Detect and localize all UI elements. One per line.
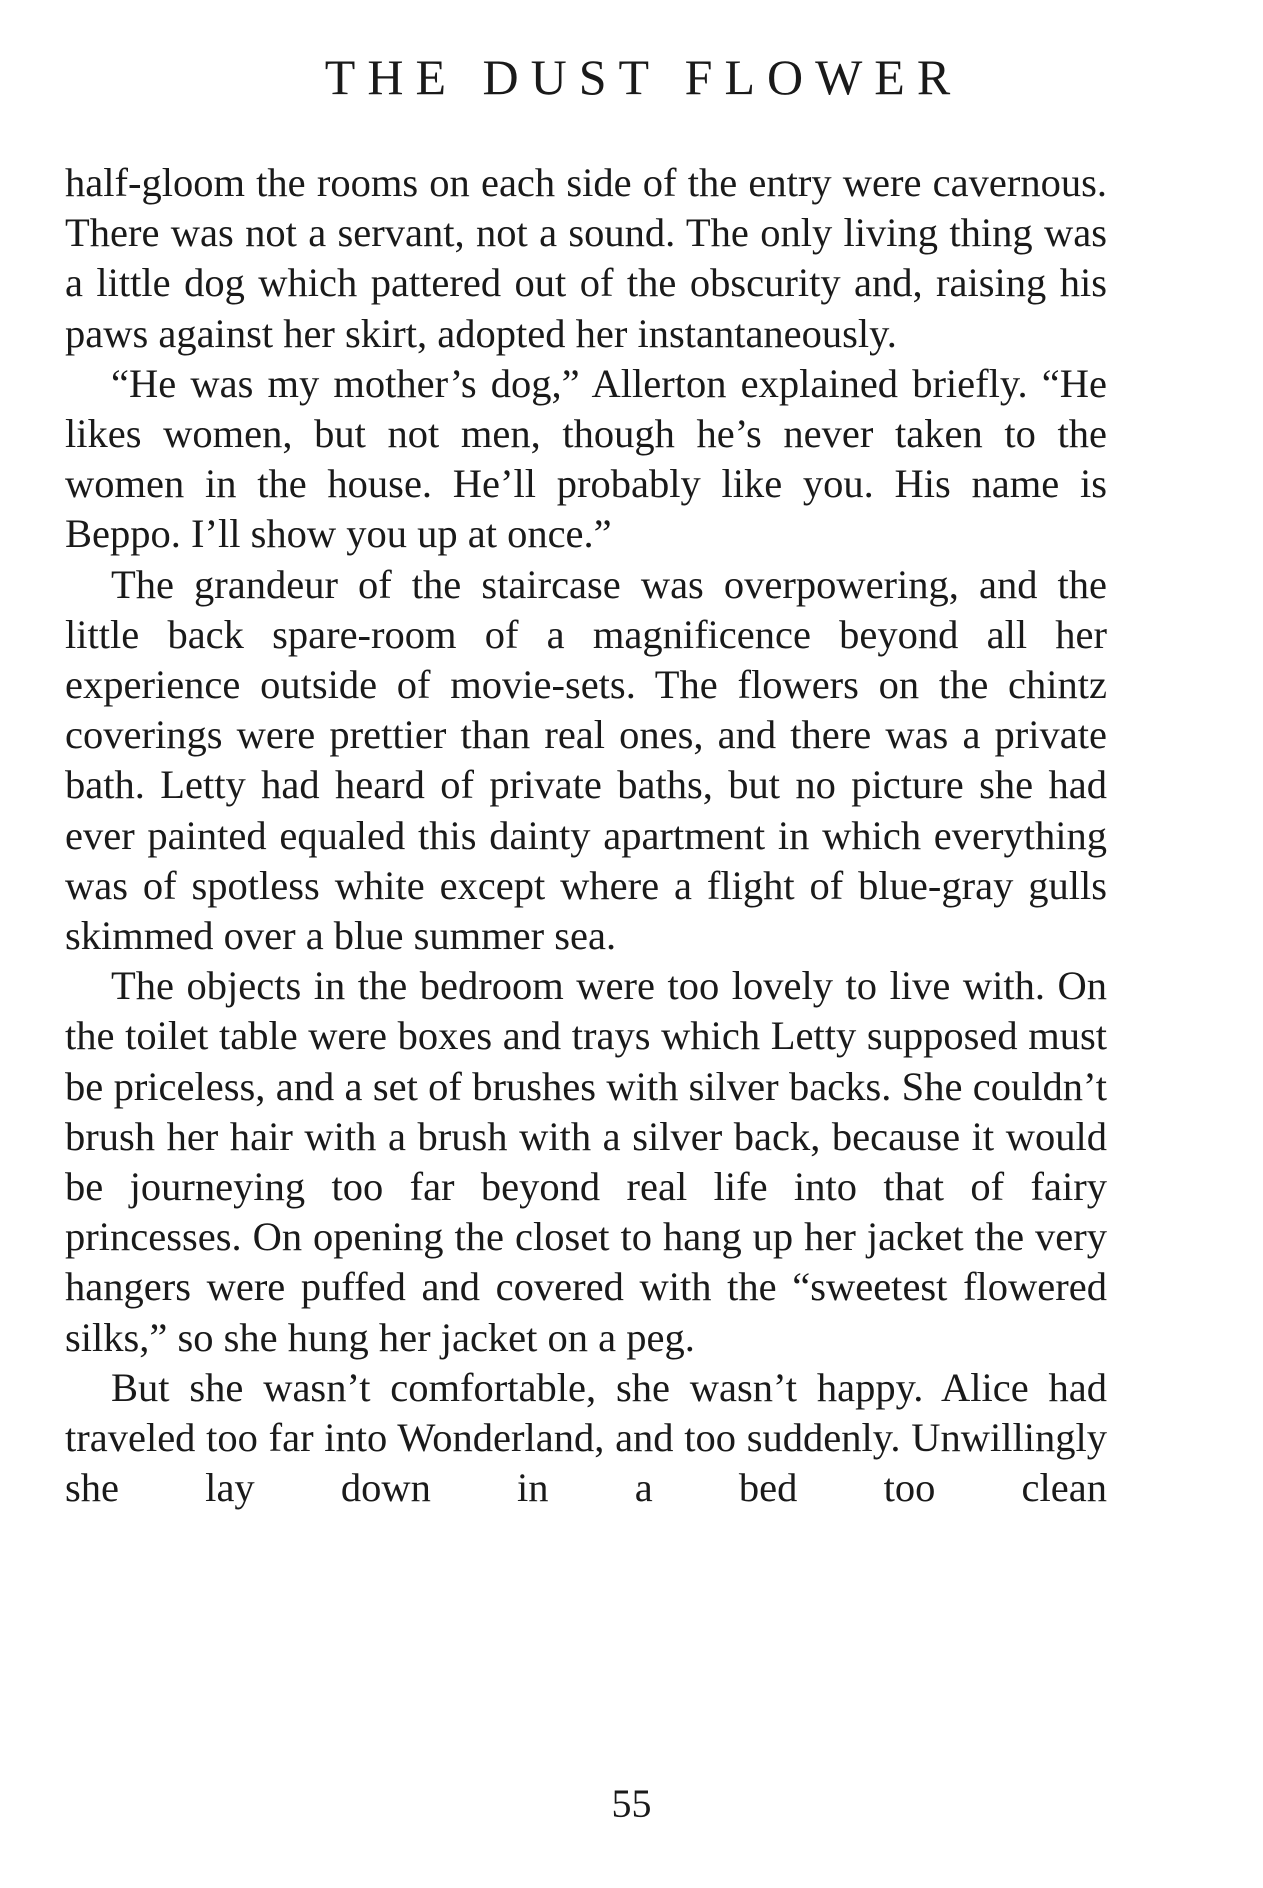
body-text — [65, 158, 1107, 1513]
page-number: 55 — [611, 1781, 652, 1826]
running-head-title: THE DUST FLOWER — [324, 49, 963, 105]
paragraph-5: But she wasn’t comfortable, she wasn’t happy. Alice had traveled too far into Wonderland, and too suddenly. Unwillingly she lay down in a bed too clean — [65, 1364, 1107, 1511]
paragraph-3: The grandeur of the staircase was overpowering, and the little back spare-room of a magnificence beyond all her experience outside of movie-sets. The flowers on the chintz coverings were prettier than real ones, and there was a private bath. Letty had heard of private baths, but no picture she had ever painted equaled this dainty apartment in which everything was of spotless white except where a flight of blue-gray gulls skimmed over a blue summer sea. — [65, 561, 1107, 959]
paragraph-1-continued: half-gloom the rooms on each side of the entry were cavernous. There was not a servant, not a sound. The only living thing was a little dog which pattered out of the obscurity and, raising his paws against her skirt, adopted her instantaneously. — [65, 160, 1107, 356]
paragraph-2: “He was my mother’s dog,” Allerton explained briefly. “He likes women, but not men, though he’s never taken to the women in the house. He’ll probably like you. His name is Beppo. I’ll show you up at once.” — [65, 360, 1107, 557]
paragraph-4: The objects in the bedroom were too lovely to live with. On the toilet table were boxes and trays which Letty supposed must be priceless, and a set of brushes with silver backs. She couldn’t brush her hair with a brush with a silver back, because it would be journeying too far beyond real life into that of fairy princesses. On opening the closet to hang up her jacket the very hangers were puffed and covered with the “sweetest flowered silks,” so she hung her jacket on a peg. — [65, 963, 1107, 1360]
